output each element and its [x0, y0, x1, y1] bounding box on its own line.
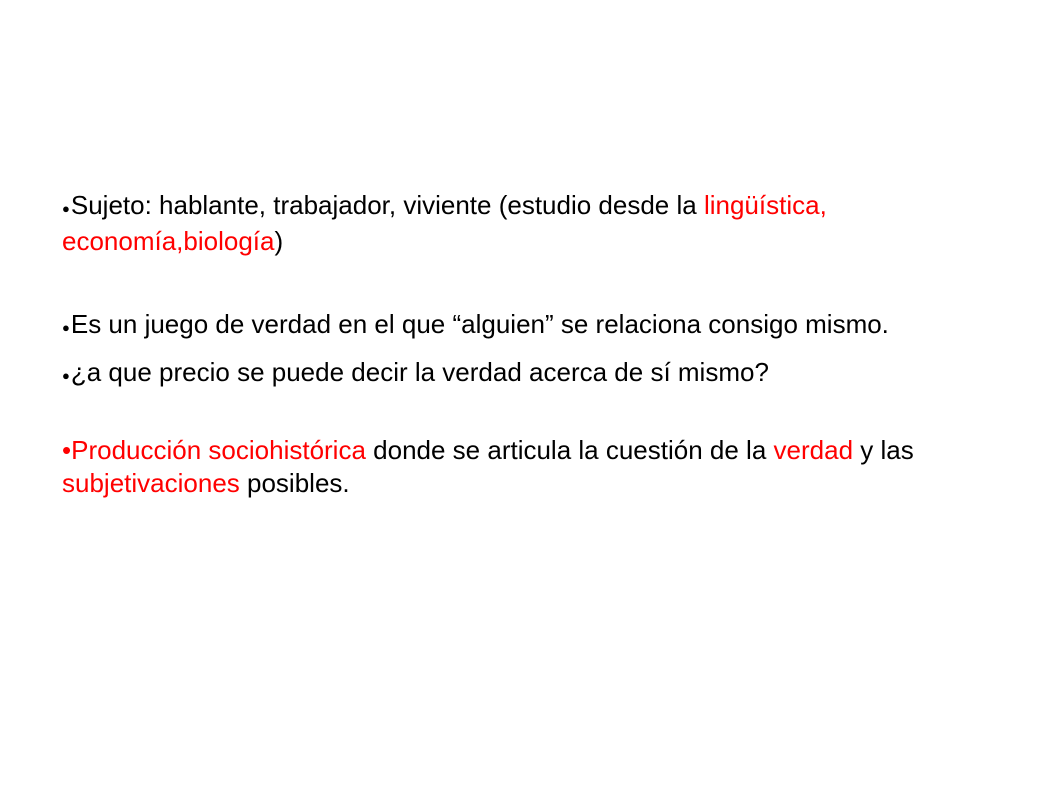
bullet-marker: ● [62, 201, 70, 216]
bullet-marker: • [62, 435, 72, 465]
highlighted-text: subjetivaciones [62, 468, 240, 498]
bullet-item-production [62, 434, 962, 500]
highlighted-text: verdad [773, 435, 854, 465]
bullet-item-question [62, 356, 962, 392]
highlighted-text: Producción sociohistórica [71, 435, 366, 465]
bullet-text: ) [274, 226, 284, 256]
bullet-text: donde se articula la cuestión de la [365, 435, 774, 465]
bullet-text: posibles. [239, 468, 350, 498]
bullet-text: Sujeto: hablante, trabajador, viviente (estudio desde la [70, 190, 704, 220]
highlighted-text: lingüística, economía,biología [62, 190, 827, 256]
bullet-list [62, 189, 962, 500]
bullet-marker: ● [62, 368, 70, 383]
bullet-marker: ● [62, 320, 70, 335]
bullet-text: Es un juego de verdad en el que “alguien” se relaciona consigo mismo. [70, 309, 889, 339]
bullet-item-subject [62, 189, 962, 258]
bullet-text: y las [853, 435, 914, 465]
bullet-text: ¿a que precio se puede decir la verdad acerca de sí mismo? [70, 357, 769, 387]
bullet-item-truth-game [62, 308, 962, 344]
